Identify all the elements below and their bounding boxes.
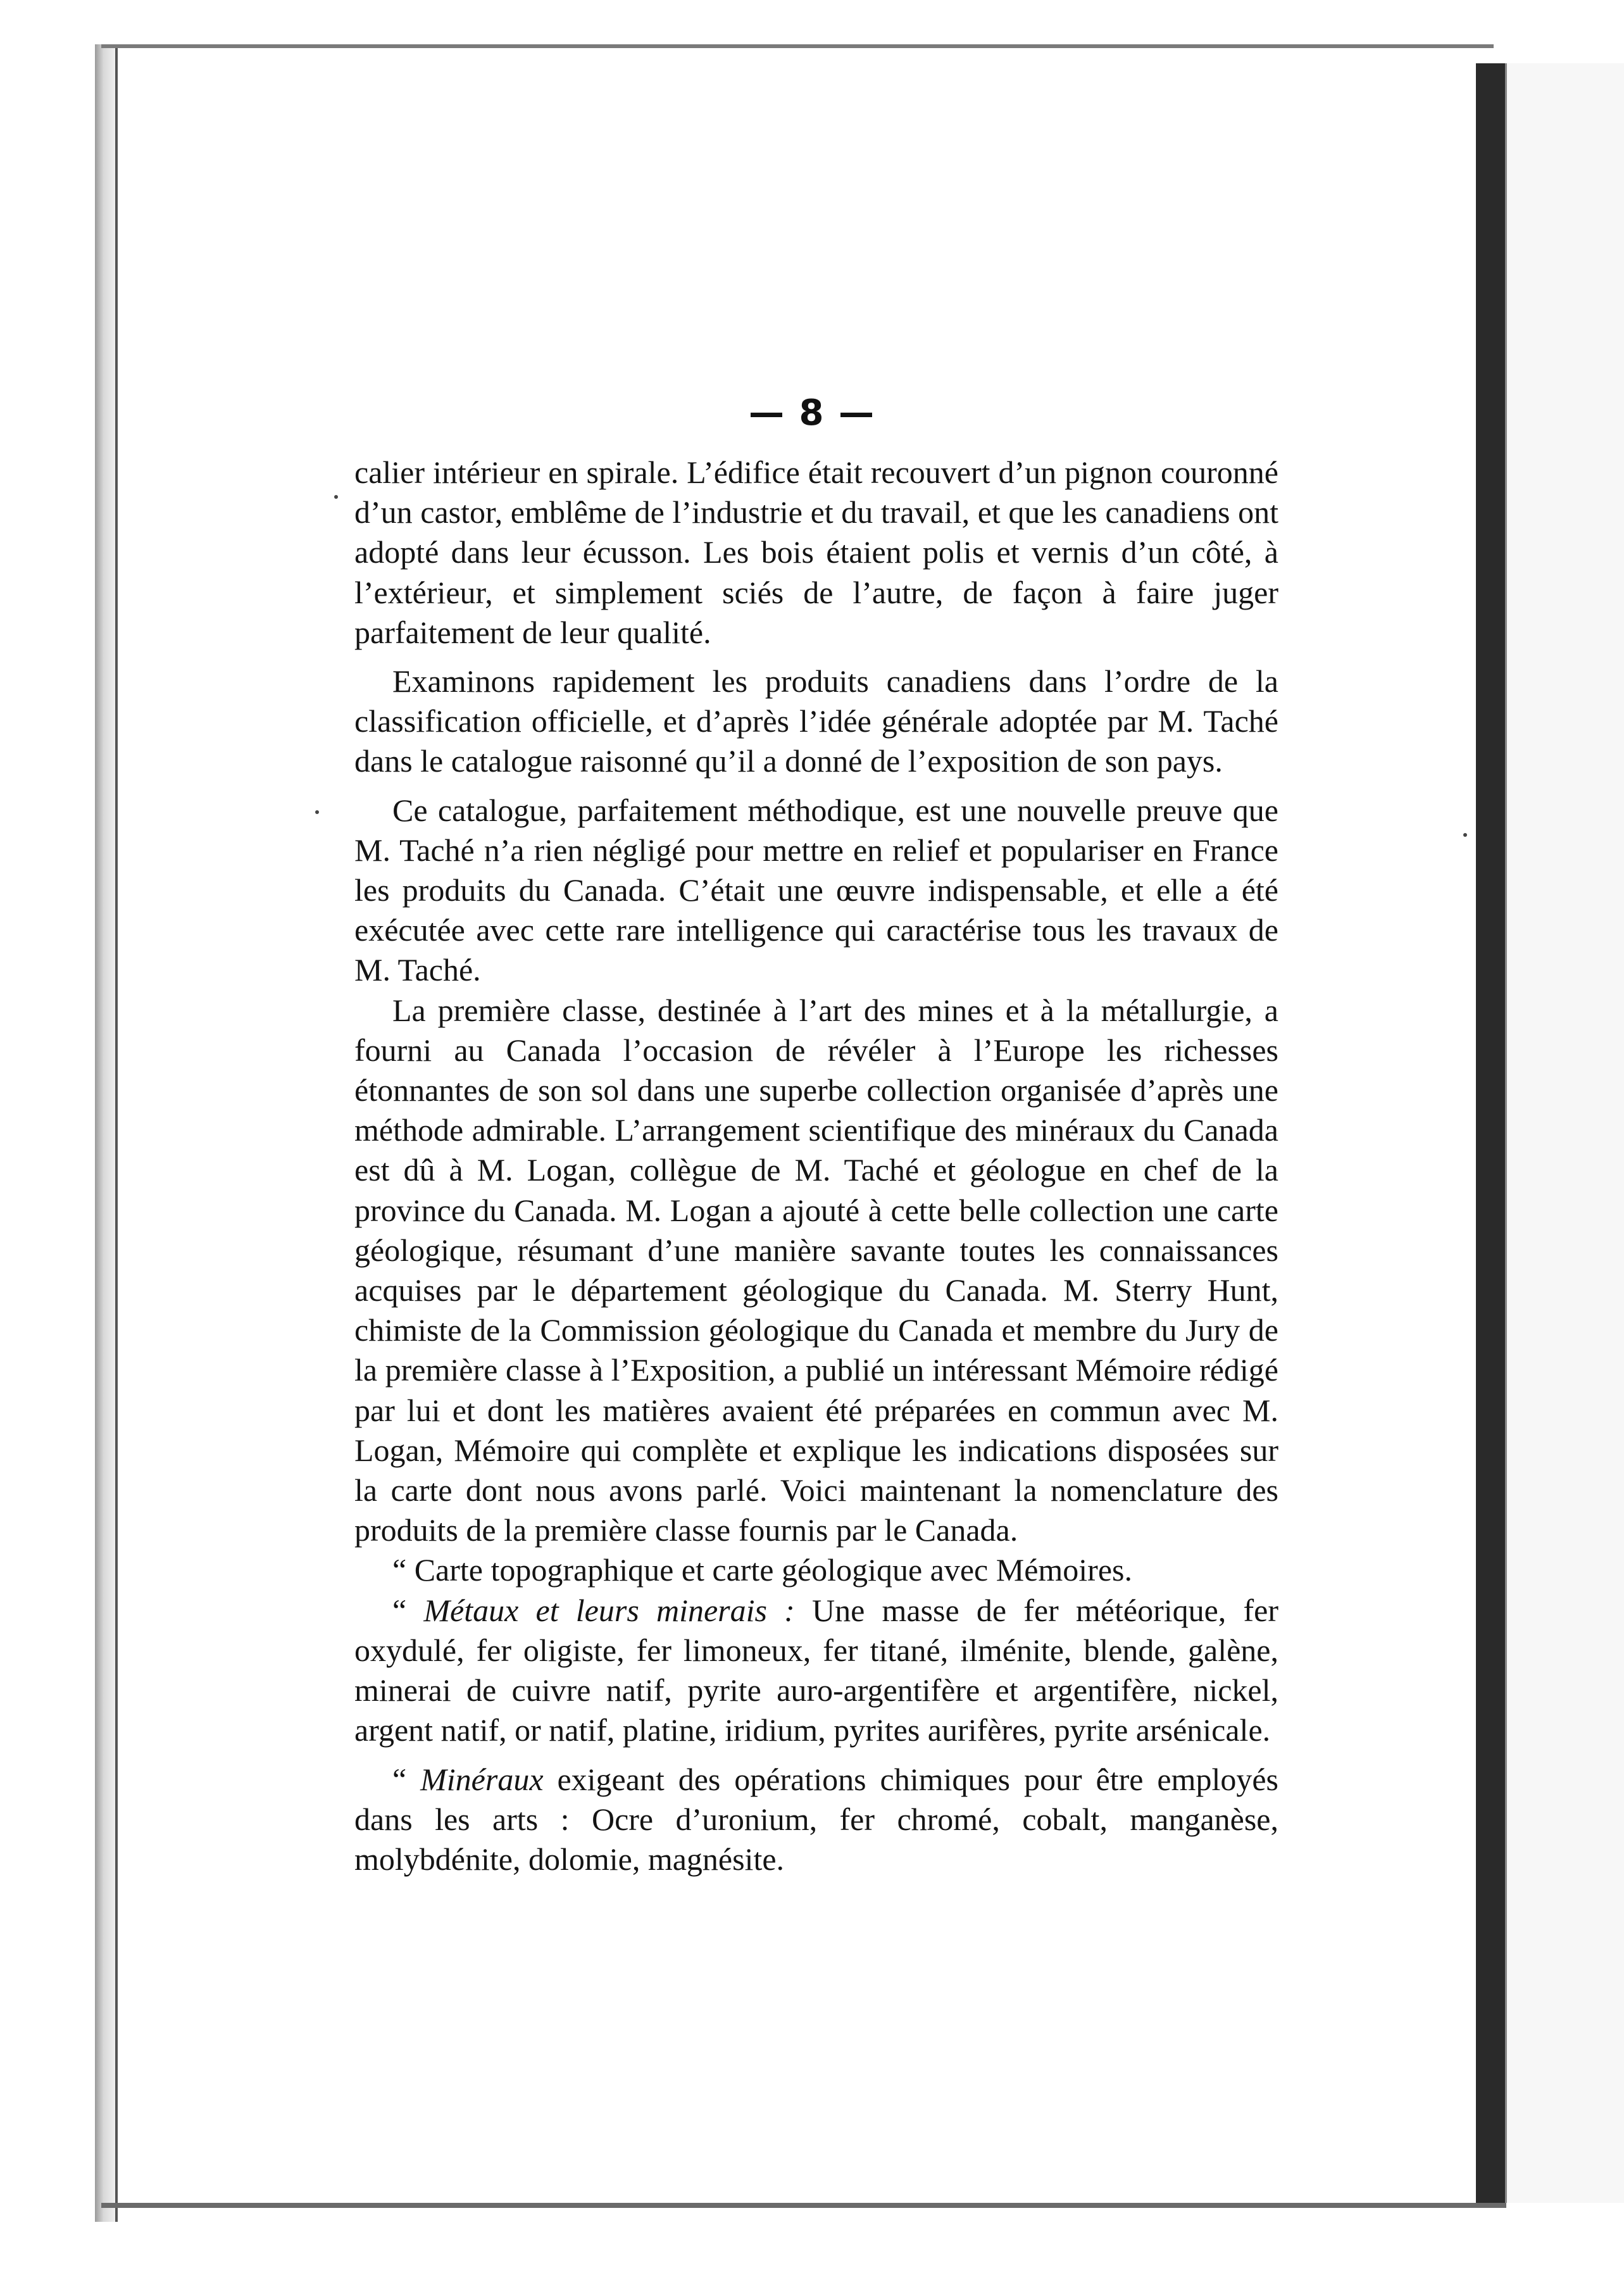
ink-speck (315, 810, 319, 814)
body-text (354, 453, 1278, 1879)
paragraph: Ce catalogue, parfaitement méthodique, est une nouvelle preuve que M. Taché n’a rien négligé pour mettre en relief et populariser en France les produits du Canada. C’était une œuvre indispensable, et elle a été exécutée avec cette rare intelligence qui caractérise tous les travaux de M. Taché. (354, 792, 1278, 988)
binding-edge-line (115, 44, 118, 2222)
paragraph: calier intérieur en spirale. L’édifice était recouvert d’un pignon couronné d’un castor, emblême de l’industrie et du travail, et que les canadiens ont adopté dans leur écusson. Les bois étaient polis et vernis d’un côté, à l’extérieur, et simplement sciés de l’autre, de façon à faire juger parfaitement de leur qualité. (354, 454, 1278, 650)
ink-speck (1463, 833, 1467, 837)
page-number: — 8 — (749, 392, 875, 434)
paragraph-text: Une masse de fer météorique, fer oxydulé, fer oligiste, fer limoneux, fer titané, ilménite, blende, galène, minerai de cuivre natif, pyrite auro-argentifère et argentifère, nickel, argent natif, or natif, platine, iridium, pyrites aurifères, pyrite arsénicale. (354, 1592, 1278, 1748)
page-bottom-edge (101, 2203, 1506, 2208)
page-top-edge (101, 44, 1494, 48)
right-spine-shadow (1476, 63, 1505, 2203)
paragraph (354, 1760, 1278, 1880)
italic-heading: Métaux et leurs minerais : (423, 1592, 795, 1628)
paragraph (354, 1591, 1278, 1751)
paragraph-text: exigeant des opérations chimiques pour être employés dans les arts : Ocre d’uronium, fer chromé, cobalt, manganèse, molybdénite, dolomie, magnésite. (354, 1761, 1278, 1877)
binding-shadow-left (95, 44, 116, 2222)
ink-speck (334, 495, 338, 499)
paragraph: Examinons rapidement les produits canadiens dans l’ordre de la classification officielle, et d’après l’idée générale adoptée par M. Taché dans le catalogue raisonné qu’il a donné de l’exposition de son pays. (354, 663, 1278, 779)
quote-mark: “ (392, 1761, 421, 1797)
paragraph: “ Carte topographique et carte géologique avec Mémoires. (392, 1552, 1132, 1588)
paragraph: La première classe, destinée à l’art des mines et à la métallurgie, a fourni au Canada l’occasion de révéler à l’Europe les richesses étonnantes de son sol dans une superbe collection organisée d’après une méthode admirable. L’arrangement scientifique des minéraux du Canada est dû à M. Logan, collègue de M. Taché et géologue en chef de la province du Canada. M. Logan a ajouté à cette belle collection une carte géologique, résumant d’une manière savante toutes les connaissances acquises par le département géologique du Canada. M. Sterry Hunt, chimiste de la Commission géologique du Canada et membre du Jury de la première classe à l’Exposition, a publié un intéressant Mémoire rédigé par lui et dont les matières avaient été préparées en commun avec M. Logan, Mémoire qui complète et explique les indications disposées sur la carte dont nous avons parlé. Voici maintenant la nomenclature des produits de la première classe fournis par le Canada. (354, 992, 1278, 1548)
italic-heading: Minéraux (420, 1761, 544, 1797)
quote-mark: “ (392, 1592, 424, 1628)
adjacent-page-edge (1505, 63, 1624, 2203)
